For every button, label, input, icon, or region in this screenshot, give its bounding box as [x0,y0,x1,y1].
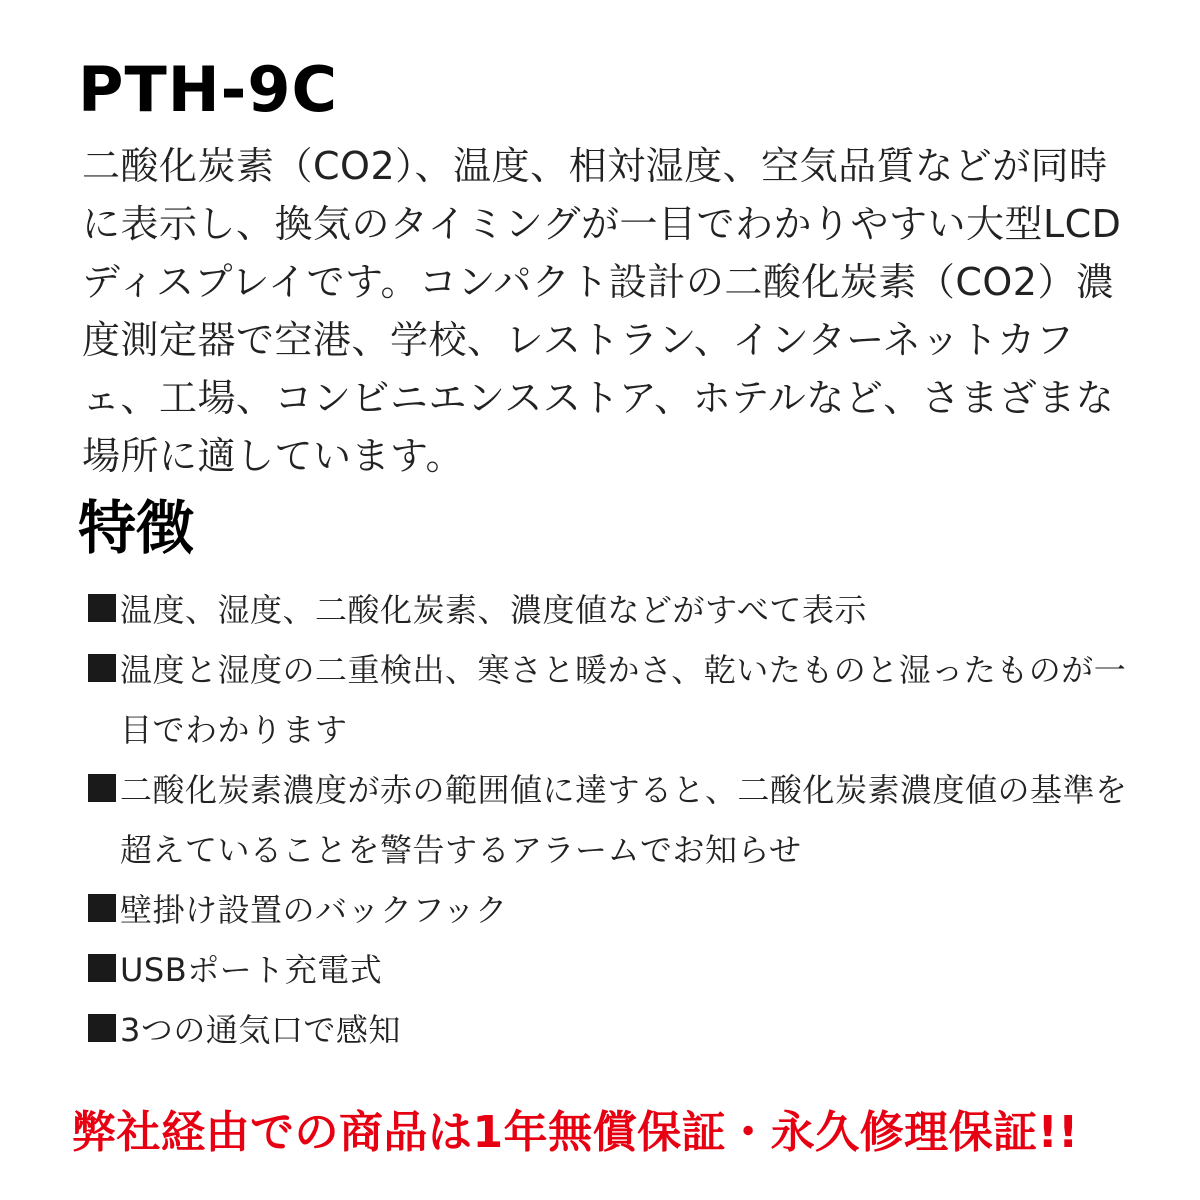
features-heading: 特徴 [78,494,195,562]
product-title: PTH-9C [78,53,338,126]
square-bullet-icon [88,894,116,922]
feature-text: USBポート充電式 [120,951,383,989]
feature-item [88,640,1148,760]
feature-item [88,880,1148,940]
feature-item [88,580,1148,640]
square-bullet-icon [88,954,116,982]
feature-item [88,1000,1148,1060]
square-bullet-icon [88,774,116,802]
feature-item [88,940,1148,1000]
features-list [88,580,1148,1060]
feature-text: 温度、湿度、二酸化炭素、濃度値などがすべて表示 [120,591,867,629]
product-description: 二酸化炭素（CO2）、温度、相対湿度、空気品質などが同時に表示し、換気のタイミングが一目でわかりやすい大型LCDディスプレイです。コンパクト設計の二酸化炭素（CO2）濃度測定器で空港、学校、レストラン、インターネットカフェ、工場、コンビニエンスストア、ホテルなど、さまざまな場所に適しています。 [82,144,1122,478]
feature-item [88,760,1148,880]
feature-text: 壁掛け設置のバックフック [120,891,508,929]
warranty-notice: 弊社経由での商品は1年無償保証・永久修理保証!! [72,1107,1079,1158]
feature-text: 3つの通気口で感知 [120,1011,401,1049]
feature-text: 二酸化炭素濃度が赤の範囲値に達すると、二酸化炭素濃度値の基準を超えていることを警告するアラームでお知らせ [120,771,1128,869]
square-bullet-icon [88,1014,116,1042]
square-bullet-icon [88,654,116,682]
square-bullet-icon [88,594,116,622]
feature-text: 温度と湿度の二重検出、寒さと暖かさ、乾いたものと湿ったものが一目でわかります [120,651,1127,749]
